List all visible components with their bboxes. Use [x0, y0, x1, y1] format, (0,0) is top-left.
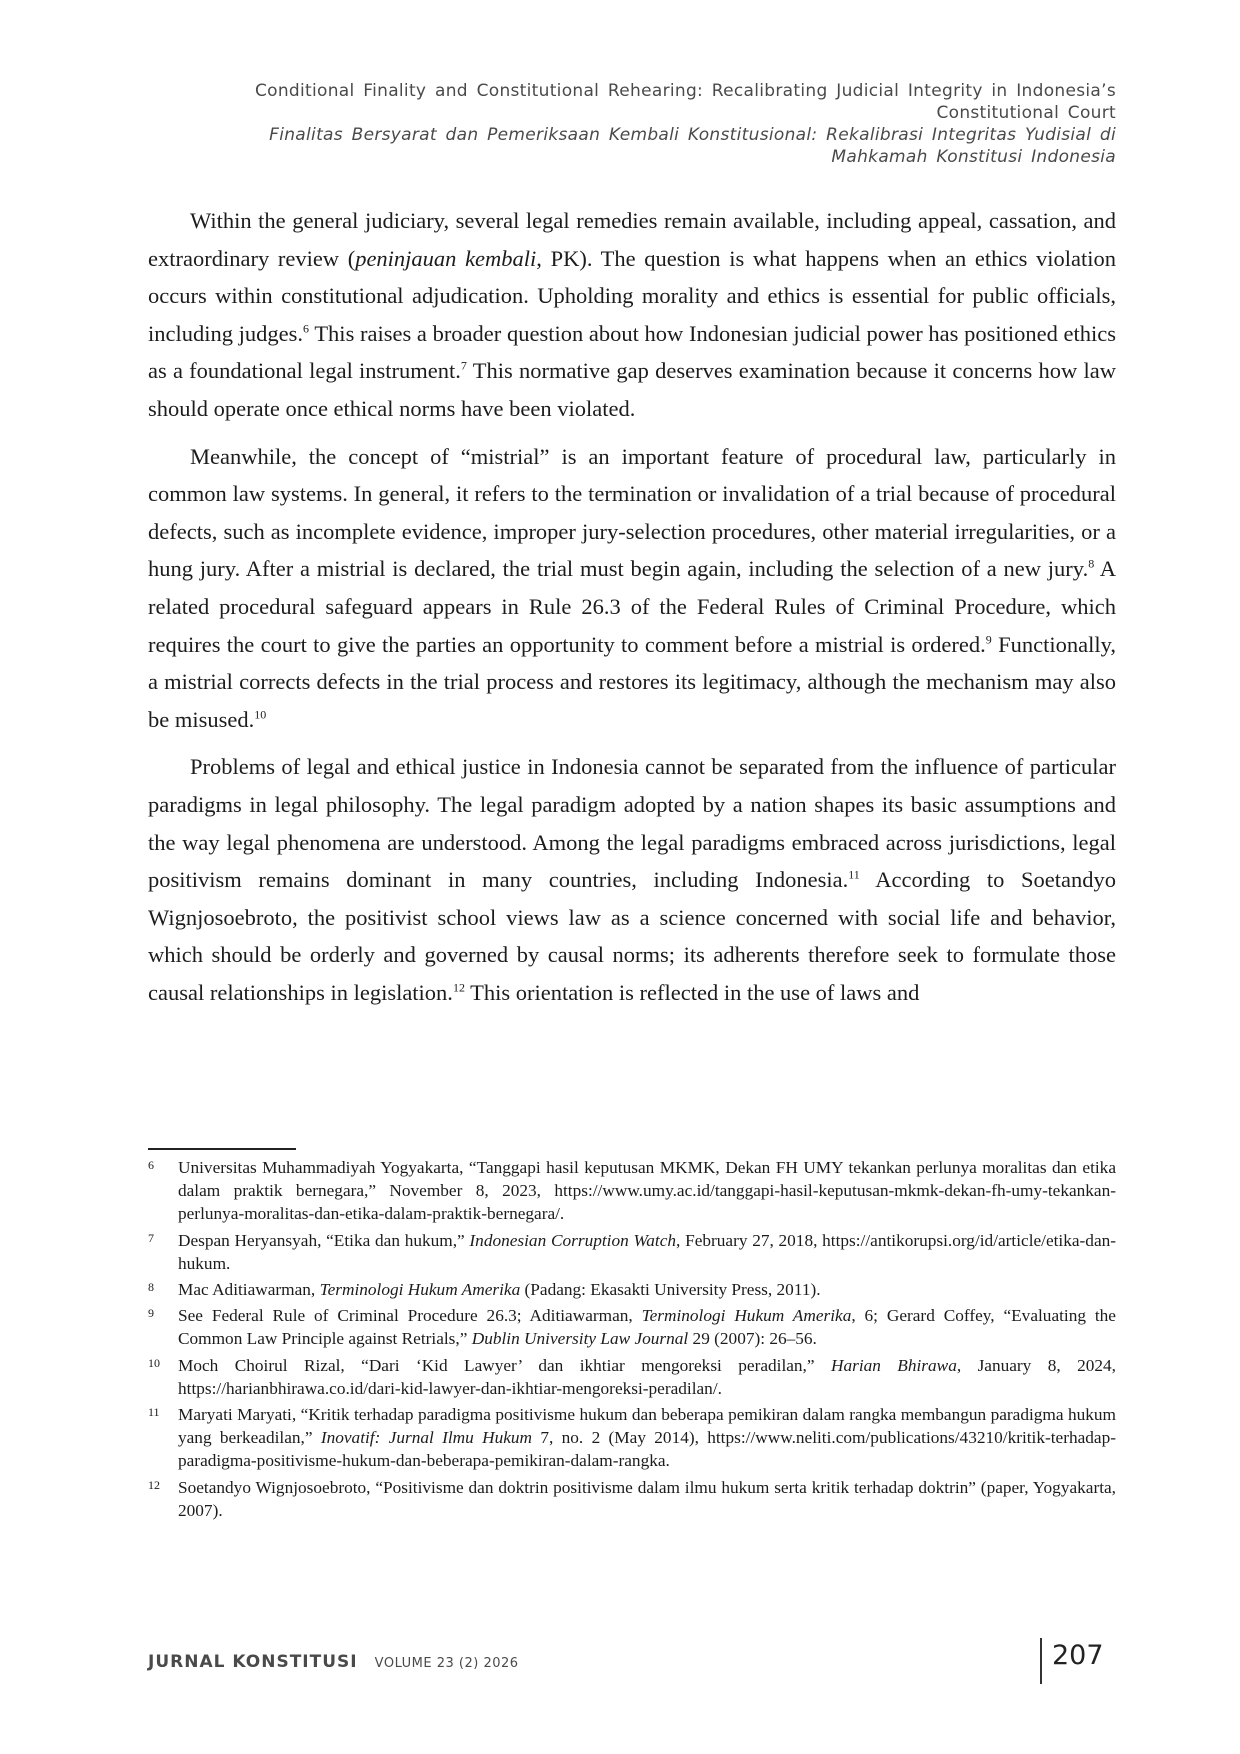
footnote-number: 9	[148, 1306, 154, 1321]
footnote-10	[148, 1354, 1116, 1400]
paragraph-2	[148, 438, 1116, 739]
footnote-12	[148, 1476, 1116, 1522]
running-head-english-title: Conditional Finality and Constitutional Rehearing: Recalibrating Judicial Integrity in Indonesia’s Constitutional Court	[254, 81, 1116, 123]
journal-volume: VOLUME 23 (2) 2026	[374, 1656, 519, 1671]
footnote-9-text-b: , 6; Gerard Coffey, “Evaluating the Common Law Principle against Retrials,”	[178, 1306, 1116, 1349]
footnote-number: 12	[148, 1477, 160, 1492]
footnote-11-text-b: 7, no. 2 (May 2014), https://www.neliti.com/publications/43210/kritik-terhadap-paradigma-positivisme-hukum-dan-beberapa-pemikiran-dalam-rangka.	[178, 1428, 1117, 1471]
footnote-8-text-b: (Padang: Ekasakti University Press, 2011).	[520, 1280, 821, 1300]
footnote-number: 11	[148, 1405, 160, 1420]
paragraph-3	[148, 748, 1116, 1011]
footnote-6	[148, 1156, 1116, 1226]
footnote-12-text-a: Soetandyo Wignjosoebroto, “Positivisme dan doktrin positivisme dalam ilmu hukum serta kritik terhadap doktrin” (paper, Yogyakarta, 2007).	[178, 1477, 1116, 1520]
footnote-number: 7	[148, 1230, 154, 1245]
footnote-8-text-a: Mac Aditiawarman,	[178, 1280, 320, 1300]
footnote-9-text-a: See Federal Rule of Criminal Procedure 26.3; Aditiawarman,	[178, 1306, 642, 1326]
page-number-divider	[1040, 1638, 1042, 1684]
footnote-divider	[148, 1148, 296, 1150]
paragraph-1-text-c: , PK). The question is what happens when an ethics violation occurs within constitutional adjudication. Upholding morality and ethics is essential for public officials, including judges.	[148, 245, 1116, 346]
page-footer	[148, 1652, 519, 1672]
footnote-9-source-1: Terminologi Hukum Amerika	[641, 1306, 852, 1326]
footnote-text	[178, 1354, 1116, 1400]
footnote-7-text-b: , February 27, 2018, https://antikorupsi.org/id/article/etika-dan-hukum.	[178, 1230, 1117, 1273]
footnote-number: 8	[148, 1280, 154, 1295]
footnote-ref-9[interactable]: 9	[985, 632, 992, 647]
footnote-text	[178, 1476, 1116, 1522]
footnote-text	[178, 1278, 1116, 1301]
footnote-ref-11[interactable]: 11	[848, 867, 860, 882]
paragraph-3-text-a: Problems of legal and ethical justice in Indonesia cannot be separated from the influence of particular paradigms in legal philosophy. The legal paradigm adopted by a nation shapes its basic assumptions and the way legal phenomena are understood. Among the legal paradigms embraced across jurisdictions, legal positivism remains dominant in many countries, including Indonesia.	[148, 754, 1116, 893]
footnote-8	[148, 1278, 1116, 1301]
footnote-text	[178, 1304, 1116, 1350]
page-number: 207	[1052, 1640, 1104, 1671]
paragraph-1-italic-term: peninjauan kembali	[355, 245, 537, 271]
footnote-ref-8[interactable]: 8	[1088, 556, 1095, 571]
paragraph-1	[148, 202, 1116, 428]
paragraph-1-text-e: This normative gap deserves examination because it concerns how law should operate once ethical norms have been violated.	[148, 358, 1116, 421]
footnote-number: 10	[148, 1355, 160, 1370]
journal-name: JURNAL KONSTITUSI	[148, 1652, 358, 1672]
paragraph-3-text-b: According to Soetandyo Wignjosoebroto, the positivist school views law as a science concerned with social life and behavior, which should be orderly and governed by causal norms; its adherents therefore seek to formulate those causal relationships in legislation.	[148, 867, 1116, 1005]
footnote-10-text-a: Moch Choirul Rizal, “Dari ‘Kid Lawyer’ dan ikhtiar mengoreksi peradilan,”	[178, 1355, 831, 1375]
running-head-indonesian-title: Finalitas Bersyarat dan Pemeriksaan Kembali Konstitusional: Rekalibrasi Integritas Yudisial di Mahkamah Konstitusi Indonesia	[269, 125, 1116, 167]
footnote-text	[178, 1403, 1116, 1473]
footnote-8-source: Terminologi Hukum Amerika	[319, 1280, 521, 1300]
footnote-ref-7[interactable]: 7	[460, 358, 467, 373]
footnote-9-source-2: Dublin University Law Journal	[471, 1329, 689, 1349]
paragraph-2-text-c: Functionally, a mistrial corrects defects in the trial process and restores its legitimacy, although the mechanism may also be misused.	[148, 631, 1117, 732]
footnote-7-source: Indonesian Corruption Watch	[469, 1230, 677, 1250]
footnote-6-text-a: Universitas Muhammadiyah Yogyakarta, “Tanggapi hasil keputusan MKMK, Dekan FH UMY tekankan perlunya moralitas dan etika dalam praktik bernegara,” November 8, 2023, https://www.umy.ac.id/tanggapi-hasil-keputusan-mkmk-dekan-fh-umy-tekankan-perlunya-moralitas-dan-etika-dalam-praktik-bernegara/.	[178, 1158, 1116, 1224]
footnote-9	[148, 1304, 1116, 1350]
footnote-11-source: Inovatif: Jurnal Ilmu Hukum	[320, 1428, 533, 1448]
footnote-7	[148, 1229, 1116, 1275]
footnote-10-source: Harian Bhirawa	[830, 1355, 957, 1375]
body-text	[148, 202, 1116, 1021]
footnote-7-text-a: Despan Heryansyah, “Etika dan hukum,”	[178, 1230, 470, 1250]
footnote-9-text-c: 29 (2007): 26–56.	[688, 1329, 817, 1349]
paragraph-2-text-a: Meanwhile, the concept of “mistrial” is an important feature of procedural law, particularly in common law systems. In general, it refers to the termination or invalidation of a trial because of procedural defects, such as incomplete evidence, improper jury-selection procedures, other material irregularities, or a hung jury. After a mistrial is declared, the trial must begin again, including the selection of a new jury.	[148, 443, 1116, 582]
paragraph-3-text-c: This orientation is reflected in the use of laws and	[464, 979, 920, 1005]
paragraph-1-text-a: Within the general judiciary, several legal remedies remain available, including appeal, cassation, and extraordinary review (	[148, 208, 1116, 271]
footnotes	[148, 1156, 1116, 1525]
running-head	[230, 80, 1116, 168]
footnote-ref-10[interactable]: 10	[254, 707, 267, 722]
footnote-11	[148, 1403, 1116, 1473]
footnote-ref-12[interactable]: 12	[452, 980, 465, 995]
footnote-number: 6	[148, 1158, 154, 1172]
paragraph-1-text-d: This raises a broader question about how Indonesian judicial power has positioned ethics as a foundational legal instrument.	[148, 320, 1117, 384]
footnote-11-text-a: Maryati Maryati, “Kritik terhadap paradigma positivisme hukum dan beberapa pemikiran dalam rangka membangun paradigma hukum yang berkeadilan,”	[178, 1405, 1116, 1448]
footnote-10-text-b: , January 8, 2024, https://harianbhirawa.co.id/dari-kid-lawyer-dan-ikhtiar-mengoreksi-peradilan/.	[178, 1355, 1116, 1398]
footnote-ref-6[interactable]: 6	[303, 321, 310, 336]
paragraph-2-text-b: A related procedural safeguard appears in Rule 26.3 of the Federal Rules of Criminal Procedure, which requires the court to give the parties an opportunity to comment before a mistrial is ordered.	[148, 556, 1116, 657]
footnote-text	[178, 1156, 1116, 1226]
footnote-text	[178, 1229, 1116, 1275]
